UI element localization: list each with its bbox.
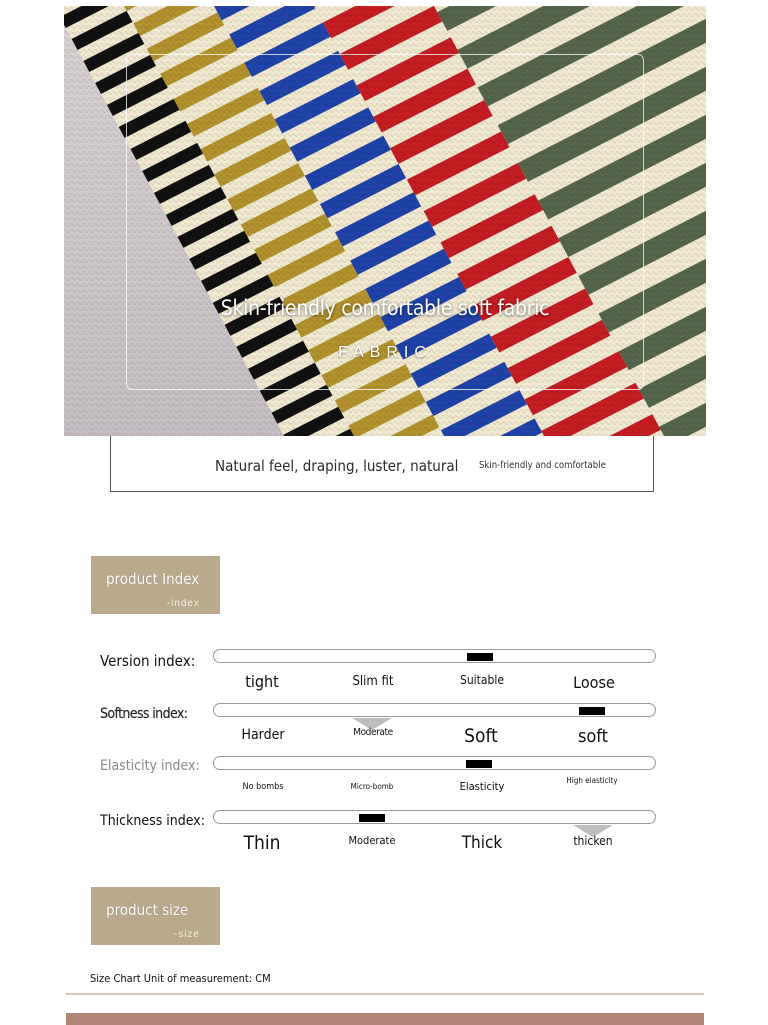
softness-index-label: Softness index: [100, 706, 188, 722]
thickness-index-label: Thickness index: [100, 813, 205, 829]
version-option-1: tight [245, 672, 279, 691]
caption-aside: Skin-friendly and comfortable [479, 460, 606, 471]
softness-option-2: Moderate [353, 727, 393, 738]
product-size-title: product size [106, 901, 189, 919]
product-index-sub: -index [166, 598, 200, 609]
elasticity-option-1: No bombs [242, 782, 284, 792]
thickness-option-2: Moderate [348, 834, 396, 847]
thickness-index-track [213, 810, 656, 824]
version-option-2: Slim fit [352, 674, 394, 689]
version-index-label: Version index: [100, 652, 196, 670]
caption-main: Natural feel, draping, luster, natural [215, 457, 459, 475]
caption-box [110, 436, 654, 492]
softness-option-1: Harder [241, 727, 285, 743]
elasticity-index-marker [466, 760, 492, 768]
elasticity-option-4: High elasticity [566, 776, 618, 785]
elasticity-index-label: Elasticity index: [100, 758, 200, 774]
thickness-option-4: thicken [573, 834, 613, 848]
hero-frame [126, 54, 644, 390]
softness-index-marker [579, 707, 605, 715]
hero-subtitle: FABRIC [338, 344, 432, 361]
divider-line [66, 993, 704, 995]
hero-title: Skin-friendly comfortable soft fabric [220, 296, 550, 320]
fabric-hero-image [64, 6, 706, 436]
elasticity-option-3: Elasticity [459, 780, 505, 793]
product-index-tag [91, 556, 220, 614]
size-table-header [66, 1013, 704, 1025]
product-index-title: product Index [106, 570, 200, 588]
product-size-sub: -size [173, 929, 200, 940]
elasticity-index-track [213, 756, 656, 770]
softness-option-3: Soft [464, 725, 498, 747]
softness-option-4: soft [577, 726, 609, 747]
size-chart-note: Size Chart Unit of measurement: CM [90, 972, 271, 985]
thickness-index-marker [359, 814, 385, 822]
version-index-marker [467, 653, 493, 661]
thickness-option-3: Thick [461, 833, 503, 853]
version-index-track [213, 649, 656, 663]
elasticity-option-2: Micro-bomb [350, 782, 394, 791]
product-size-tag [91, 887, 220, 945]
version-option-4: Loose [573, 673, 615, 692]
thickness-option-1: Thin [243, 832, 281, 854]
version-option-3: Suitable [459, 673, 505, 687]
